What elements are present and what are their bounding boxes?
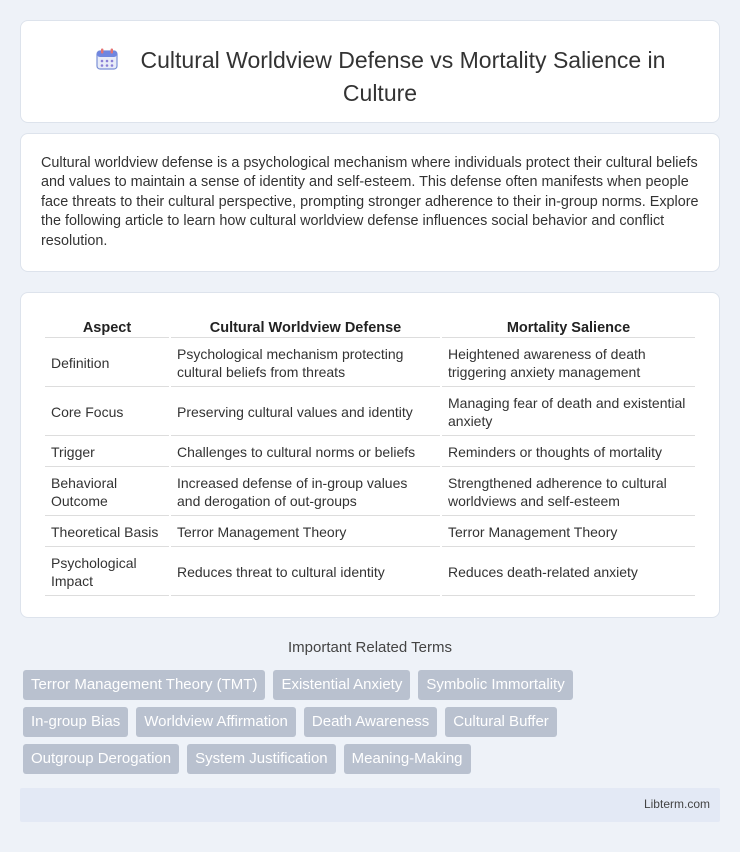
tag-worldview-affirmation[interactable]: Worldview Affirmation: [136, 707, 296, 737]
table-cell: Strengthened adherence to cultural worldviews and self-esteem: [442, 469, 695, 516]
comparison-table: [43, 313, 697, 598]
tag-symbolic-immortality[interactable]: Symbolic Immortality: [418, 670, 572, 700]
intro-text: Cultural worldview defense is a psychological mechanism where individuals protect their cultural beliefs and values to maintain a sense of identity and self-esteem. This defense often manifests when people face threats to their cultural perspective, prompting stronger adherence to their in-group norms. Explore the following article to learn how cultural worldview defense influences social behavior and conflict resolution.: [41, 155, 699, 249]
table-cell: Challenges to cultural norms or beliefs: [171, 438, 440, 467]
intro-card: [20, 133, 720, 272]
comparison-table-card: [20, 292, 720, 618]
table-row: [45, 549, 695, 596]
related-terms-list: [23, 670, 713, 781]
table-cell: Definition: [45, 340, 169, 387]
table-cell: Theoretical Basis: [45, 518, 169, 547]
tag-meaning-making[interactable]: Meaning-Making: [344, 744, 471, 774]
table-cell: Core Focus: [45, 389, 169, 436]
header-mortality-salience: Mortality Salience: [442, 315, 695, 338]
header-cultural-worldview-defense: Cultural Worldview Defense: [171, 315, 440, 338]
tag-in-group-bias[interactable]: In-group Bias: [23, 707, 128, 737]
table-row: [45, 469, 695, 516]
tag-row: [23, 744, 713, 774]
page-title: Cultural Worldview Defense vs Mortality Salience in Culture: [140, 47, 666, 106]
page-title-wrap: [81, 45, 679, 108]
table-row: [45, 518, 695, 547]
table-cell: Psychological mechanism protecting cultural beliefs from threats: [171, 340, 440, 387]
tag-death-awareness[interactable]: Death Awareness: [304, 707, 437, 737]
tag-row: [23, 707, 713, 737]
table-cell: Increased defense of in-group values and derogation of out-groups: [171, 469, 440, 516]
footer-site-link[interactable]: Libterm.com: [643, 797, 710, 811]
table-cell: Heightened awareness of death triggering anxiety management: [442, 340, 695, 387]
table-cell: Reduces death-related anxiety: [442, 549, 695, 596]
table-header-row: [45, 315, 695, 338]
table-cell: Psychological Impact: [45, 549, 169, 596]
table-row: [45, 438, 695, 467]
table-cell: Terror Management Theory: [442, 518, 695, 547]
table-cell: Reminders or thoughts of mortality: [442, 438, 695, 467]
title-card: [20, 20, 720, 123]
tag-system-justification[interactable]: System Justification: [187, 744, 336, 774]
calendar-icon: [95, 47, 119, 78]
header-aspect: Aspect: [45, 315, 169, 338]
table-cell: Managing fear of death and existential anxiety: [442, 389, 695, 436]
footer: [20, 788, 720, 822]
tag-existential-anxiety[interactable]: Existential Anxiety: [273, 670, 410, 700]
table-cell: Reduces threat to cultural identity: [171, 549, 440, 596]
tag-cultural-buffer[interactable]: Cultural Buffer: [445, 707, 557, 737]
table-cell: Terror Management Theory: [171, 518, 440, 547]
tag-terror-management-theory[interactable]: Terror Management Theory (TMT): [23, 670, 265, 700]
table-cell: Preserving cultural values and identity: [171, 389, 440, 436]
table-row: [45, 389, 695, 436]
related-terms-title: Important Related Terms: [288, 639, 452, 656]
tag-row: [23, 670, 713, 700]
table-cell: Trigger: [45, 438, 169, 467]
table-row: [45, 340, 695, 387]
table-cell: Behavioral Outcome: [45, 469, 169, 516]
tag-outgroup-derogation[interactable]: Outgroup Derogation: [23, 744, 179, 774]
